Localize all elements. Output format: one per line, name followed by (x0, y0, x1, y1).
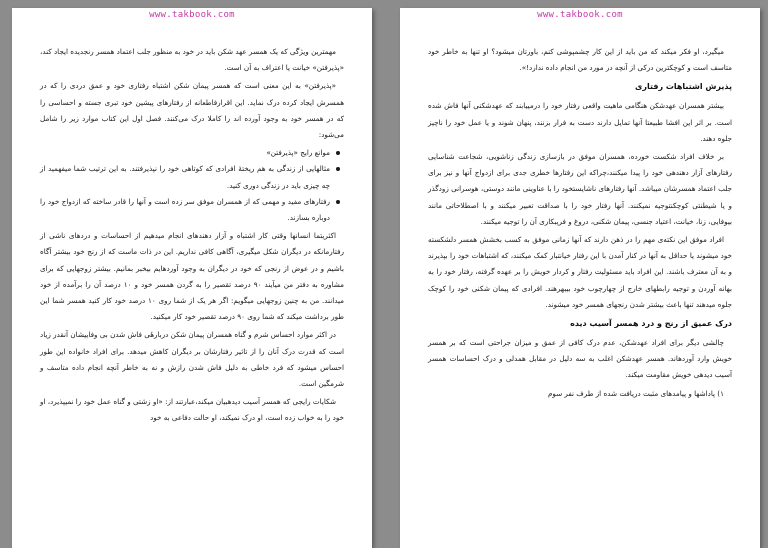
paragraph: شکایات رایجی که همسر آسیب دیدهبیان میکند،عبارتند از: «او زشتی و گناه عمل خود را نمیپذیرد، او خود را به خواب زده است، او درک نمیکند، او حالت دفاعی به خود (40, 397, 344, 423)
paragraph: در اکثر موارد احساس شرم و گناه همسران پیمان شکن دربارهٔی فاش شدن بی وفاییشان آنقدر زیاد است که قدرت درک آنان را از تاثیر رفتارشان بر دیگران کاهش میدهد. برای افراد خانواده این طور احساس میشود که فرد خاطی به دلیل فاش شدن رازش و نه به خاطر آنچه انجام داده متاسف و شرمگین است. (40, 330, 344, 389)
bullet-item: رفتارهای مفید و مهمی که از همسران موفق سر زده است و آنها را قادر ساخته که ازدواج خود را دوباره بسازند. (40, 194, 330, 226)
book-page-left (12, 8, 372, 548)
paragraph: مهمترین ویژگی که یک همسر عهد شکن باید در خود به منظور جلب اعتماد همسر رنجدیده ایجاد کند، «پذیرفتن» خیانت یا اعتراف به آن است. (40, 47, 344, 73)
section-heading: درک عمیق از رنج و درد همسر آسیب دیده (570, 319, 732, 329)
paragraph: چالشی دیگر برای افراد عهدشکن، عدم درک کافی از عمق و میزان جراحتی است که بر همسر خویش وارد آوردهاند. همسر عهدشکن اغلب به سه دلیل در مقابل همدلی و درک احساسات همسر آسیب دیدهی خویش مقاومت میکند. (428, 338, 732, 380)
page-left-text (40, 44, 344, 548)
paragraph: ۱) پاداشها و پیامدهای مثبت دریافت شده از طرف نفر سوم (547, 388, 724, 398)
paragraph: بر خلاف افراد شکست خورده، همسران موفق در بازسازی زندگی زناشویی، شجاعت شناسایی رفتارهای آزار دهندهی خود را پیدا میکنند،چراکه این رفتارها خطری جدی برای ازدواج آنها و نیز برای جلب اعتماد همسرشان میباشد. آنها رفتارهای ناشایستخود را با عناوینی مانند دوستی، هوسرانی زودگذر و یا شیطنتی کوچکنتوجیه نمیکنند. آنها رفتار خود را با صداقت تعبیر میکنند و با اصطلاحاتی مانند بیوفایی، زنا، خیانت، اعتیاد جنسی، پیمان شکنی، دروغ و فریبکاری آن را توجیه میکنند. (428, 152, 732, 226)
watermark-url: www.takbook.com (537, 10, 623, 20)
bullet-item: موانع رایج «پذیرفتن» (40, 145, 330, 161)
paragraph: اکثریتما انسانها وقتی کار اشتباه و آزار دهندهای انجام میدهیم از احساسات و دردهای ناشی از رفتارمانکه در دیگران شکل میگیری، آگاهی کافی نداریم. این در ذات ماست که از رنج خود بیشتر آگاه باشیم و در عوض از رنجی که خود در دیگران به وجود آوردهایم بیخبر بمانیم. بیشتر زوجهایی که برای مشاوره به دفتر من میآیند ۹۰ درصد تقصیر را به گردن همسر خود و ۱۰ درصد آن را برآمده از خود میدانند. من به چنین زوجهایی میگویم: اگر هر یک از شما روی ۱۰ درصد خود کار کنید همسر شما این طور برداشت میکند که شما روی ۹۰ درصد تقصیر خود کار میکنید. (40, 231, 345, 322)
book-page-right (400, 8, 760, 548)
paragraph: افراد موفق این نکته‌ی مهم را در ذهن دارند که آنها زمانی موفق به کسب بخشش همسر دلشکسته خود میشوند یا حداقل به آنها در کنار آمدن با این رفتار خیانتبار کمک میکنند، که اشتباهات خود را بپذیرند و به آن معترف باشند. این افراد باید مسئولیت رفتار و کردار خویش را بر عهده گرفته، رفتار خود را به بهانه آوردن و توجیه رابطهای خارج از چهارچوب خود بیبهرهند. افرادی که پیمان شکنی خود را کوچک جلوه میدهند تنها باعث بیشتر شدن رنجهای همسر خود میشوند. (428, 235, 732, 309)
watermark-url: www.takbook.com (149, 10, 235, 20)
paragraph: میگیرد، او فکر میکند که من باید از این کار چشمپوشی کنم، باورتان میشود؟ او تنها به خاطر خود متاسف است و کوچکترین درکی از آنچه در مورد من انجام داده ندارد!». (428, 47, 732, 73)
section-heading: پذیرش اشتباهات رفتاری (635, 82, 732, 92)
bullet-list (40, 145, 330, 226)
paragraph: بیشتر همسران عهدشکن هنگامی ماهیت واقعی رفتار خود را درمییابند که عهدشکنی آنها فاش شده است. بر اثر این افشا طبیعتا آنها تمایل دارند دست به فرار بزنند، پنهان شوند و یا عمل خود را ناچیز جلوه دهند. (428, 101, 732, 143)
paragraph: «پذیرفتن» به این معنی است که همسر پیمان شکن اشتباه رفتاری خود و عمق دردی را که در همسرش ایجاد کرده درک نماید. این اقرارفاطعانه از رفتارهای پیشین خود تبری جسته و احساسی را که در همسر خود به وجود آورده اند را کاملا درک می‌کنند. فصل اول این کتاب موارد زیر را شامل می‌شود: (40, 81, 344, 140)
page-right-text (428, 44, 732, 548)
bullet-item: مثالهایی از زندگی به هم ریختهٔ افرادی که کوتاهی خود را نپذیرفتند. به این ترتیب شما میفهمید از چه چیزی باید در زندگی دوری کنید. (40, 161, 330, 193)
